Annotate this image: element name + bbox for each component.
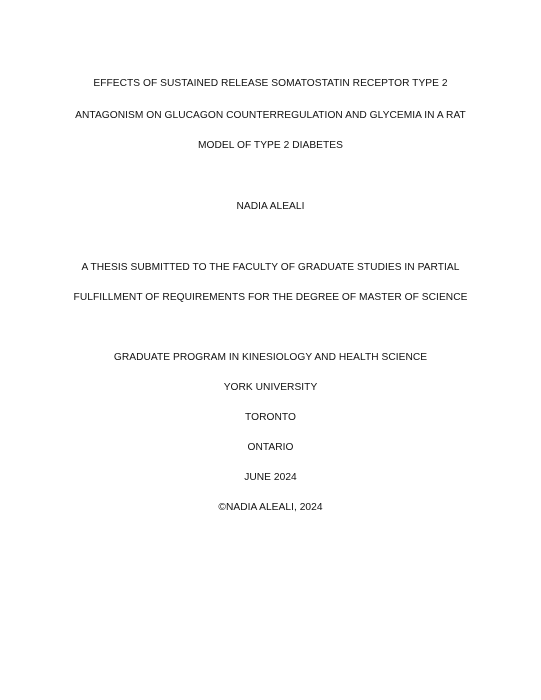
thesis-title-line-1: EFFECTS OF SUSTAINED RELEASE SOMATOSTATIN RECEPTOR TYPE 2 xyxy=(93,78,448,89)
graduate-program: GRADUATE PROGRAM IN KINESIOLOGY AND HEALTH SCIENCE xyxy=(113,352,428,363)
thesis-title-line-2: ANTAGONISM ON GLUCAGON COUNTERREGULATION AND GLYCEMIA IN A RAT xyxy=(75,110,466,121)
submission-statement-line-1: A THESIS SUBMITTED TO THE FACULTY OF GRADUATE STUDIES IN PARTIAL xyxy=(81,262,460,273)
thesis-title-line-3: MODEL OF TYPE 2 DIABETES xyxy=(198,140,343,151)
copyright-notice: ©NADIA ALEALI, 2024 xyxy=(218,502,323,513)
city: TORONTO xyxy=(245,412,296,423)
submission-date: JUNE 2024 xyxy=(244,472,297,483)
province: ONTARIO xyxy=(247,442,294,453)
submission-statement-line-2: FULFILLMENT OF REQUIREMENTS FOR THE DEGREE OF MASTER OF SCIENCE xyxy=(73,292,468,303)
university-name: YORK UNIVERSITY xyxy=(223,382,318,393)
author-name: NADIA ALEALI xyxy=(236,201,305,212)
